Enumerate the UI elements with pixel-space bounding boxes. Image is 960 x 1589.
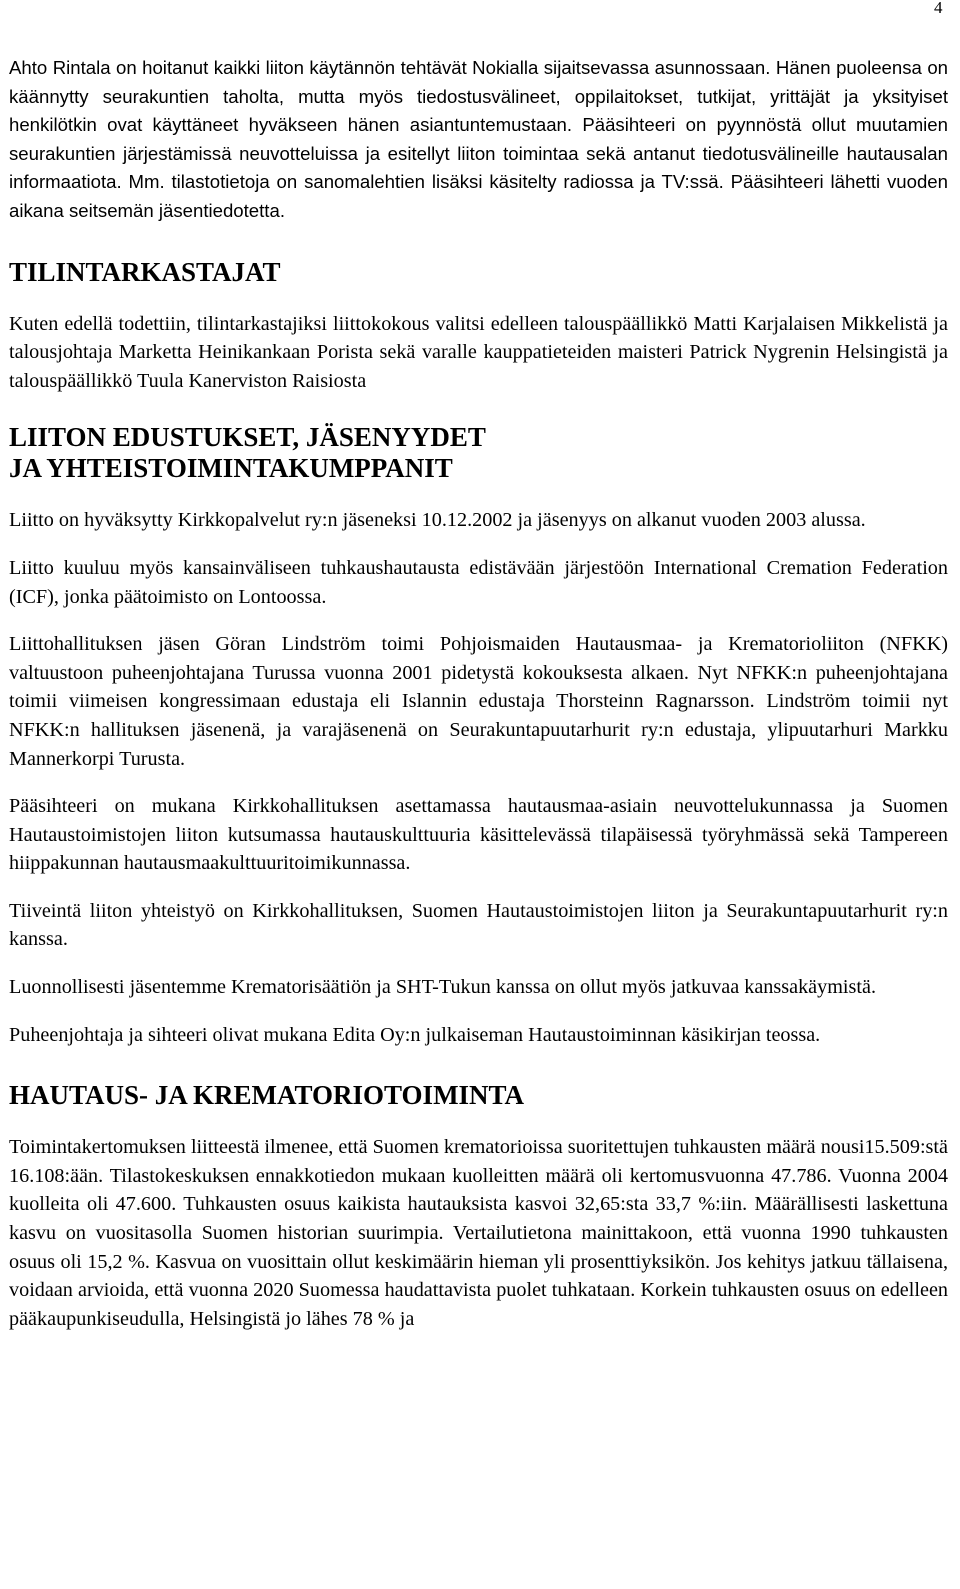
memberships-heading-line-1: LIITON EDUSTUKSET, JÄSENYYDET — [9, 422, 486, 453]
membership-paragraph-krematorisaatio: Luonnollisesti jäsentemme Krematorisäätiön ja SHT-Tukun kanssa on ollut myös jatkuvaa kanssakäymistä. — [9, 976, 877, 999]
membership-paragraph-cooperation: Tiiveintä liiton yhteistyö on Kirkkohallituksen, Suomen Hautaustoimistojen liiton ja Seurakuntapuutarhurit ry:n kanssa. — [9, 899, 948, 951]
membership-paragraph-handbook: Puheenjohtaja ja sihteeri olivat mukana Edita Oy:n julkaiseman Hautaustoiminnan käsikirjan teossa. — [9, 1023, 821, 1046]
membership-paragraph-kirkkopalvelut: Liitto on hyväksytty Kirkkopalvelut ry:n jäseneksi 10.12.2002 ja jäsenyys on alkanut vuoden 2003 alussa. — [9, 509, 866, 532]
page-number: 4 — [934, 0, 943, 17]
auditors-paragraph: Kuten edellä todettiin, tilintarkastajiksi liittokokous valitsi edelleen talouspäällikkö Matti Karjalaisen Mikkelistä ja talousjohtaja Marketta Heinikankaan Porista sekä varalle kauppatieteiden maisteri Patrick Nygrenin Helsingistä ja talouspäällikkö Tuula Kanerviston Raisiosta — [9, 312, 948, 392]
cremation-heading: HAUTAUS- JA KREMATORIOTOIMINTA — [9, 1080, 525, 1111]
membership-paragraph-nfkk: Liittohallituksen jäsen Göran Lindström toimi Pohjoismaiden Hautausmaa- ja Krematorioliiton (NFKK) valtuustoon puheenjohtajana Turussa vuonna 2001 pidetystä kokouksesta alkaen. Nyt NFKK:n puheenjohtajana toimii viimeisen kongressimaan edustaja eli Islannin edustaja Thorsteinn Ragnarsson. Lindström toimii nyt NFKK:n hallituksen jäsenenä, ja varajäsenenä on Seurakuntapuutarhurit ry:n edustaja, ylipuutarhuri Markku Mannerkorpi Turusta. — [9, 633, 948, 770]
auditors-heading: TILINTARKASTAJAT — [9, 256, 281, 287]
memberships-heading — [9, 422, 948, 484]
page-content — [9, 54, 948, 1333]
membership-paragraph-working-groups: Pääsihteeri on mukana Kirkkohallituksen asettamassa hautausmaa-asiain neuvottelukunnassa ja Suomen Hautaustoimistojen liiton kutsumassa hautauskulttuuria käsittelevässä tilapäisessä työryhmässä sekä Tampereen hiippakunnan hautausmaakulttuuritoimikunnassa. — [9, 795, 948, 875]
membership-paragraph-icf: Liitto kuuluu myös kansainväliseen tuhkaushautausta edistävään järjestöön International Cremation Federation (ICF), jonka päätoimisto on Lontoossa. — [9, 556, 948, 608]
cremation-paragraph: Toimintakertomuksen liitteestä ilmenee, että Suomen krematorioissa suoritettujen tuhkausten määrä nousi15.509:stä 16.108:ään. Tilastokeskuksen ennakkotiedon mukaan kuolleitten määrä oli kertomusvuonna 47.786. Vuonna 2004 kuolleita oli 47.600. Tuhkausten osuus kaikista hautauksista kasvoi 32,65:sta 33,7 %:iin. Määrällisesti laskettuna kasvu on vuositasolla Suomen historian suurimpia. Vertailutietona mainittakoon, että vuonna 1990 tuhkausten osuus oli 15,2 %. Kasvua on vuosittain ollut keskimäärin hieman yli prosenttiyksikön. Jos kehitys jatkuu tällaisena, voidaan arvioida, että vuonna 2020 Suomessa haudattavista puolet tuhkataan. Korkein tuhkausten osuus on edelleen pääkaupunkiseudulla, Helsingistä jo lähes 78 % ja — [9, 1136, 948, 1330]
memberships-heading-line-2: JA YHTEISTOIMINTAKUMPPANIT — [9, 453, 453, 484]
intro-paragraph: Ahto Rintala on hoitanut kaikki liiton käytännön tehtävät Nokialla sijaitsevassa asunnossaan. Hänen puoleensa on käännytty seurakuntien taholta, mutta myös tiedostusvälineet, oppilaitokset, tutkijat, yrittäjät ja yksityiset henkilötkin ovat käyttäneet hyväkseen hänen asiantuntemustaan. Pääsihteeri on pyynnöstä ollut muutamien seurakuntien järjestämissä neuvotteluissa ja esitellyt liiton toimintaa sekä antanut tiedotusvälineille hautausalan informaatiota. Mm. tilastotietoja on sanomalehtien lisäksi käsitelty radiossa ja TV:ssä. Pääsihteeri lähetti vuoden aikana seitsemän jäsentiedotetta. — [9, 57, 948, 221]
